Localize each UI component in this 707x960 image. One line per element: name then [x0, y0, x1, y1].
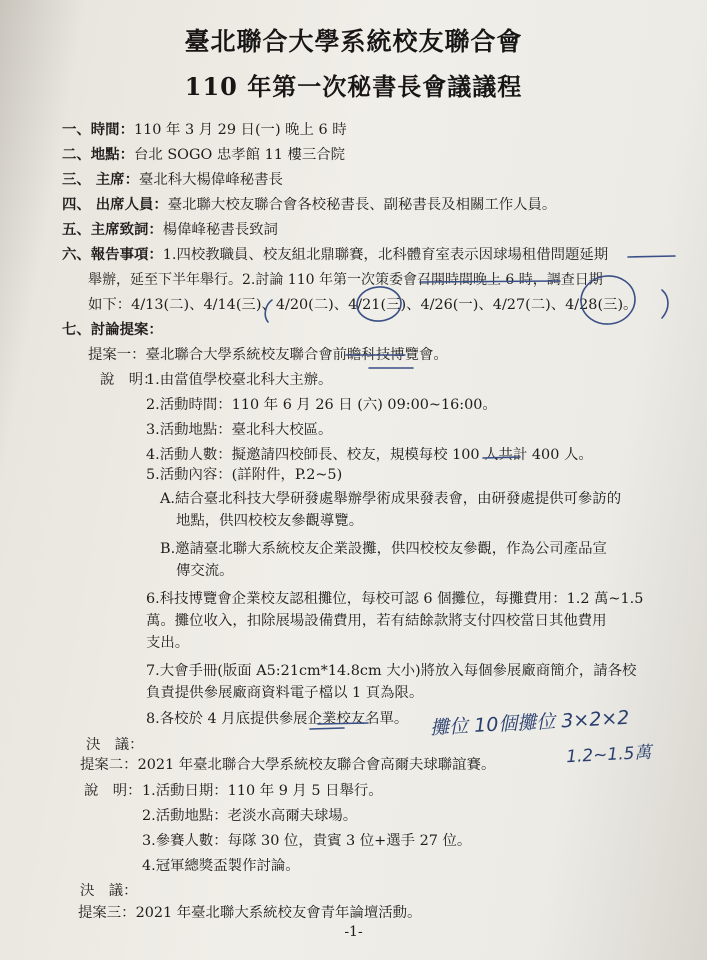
proposal1-item5b: B.邀請臺北聯大系統校友企業設攤，供四校校友參觀，作為公司產品宣: [160, 541, 607, 557]
proposal1-item7-cont: 負責提供參展廠商資料電子檔以 1 頁為限。: [146, 685, 424, 701]
proposal2-desc-label: 說 明：: [84, 783, 142, 799]
proposal1-item6-cont1: 萬。攤位收入，扣除展場設備費用，若有結餘款將支付四校當日其他費用: [146, 613, 607, 629]
proposal1-item3: 3.活動地點：臺北科大校區。: [146, 422, 333, 438]
proposal1-item2: 2.活動時間：110 年 6 月 26 日 (六) 09:00~16:00。: [146, 397, 497, 413]
section-reports-line3: 如下：4/13(二)、4/14(三)、4/20(二)、4/21(三)、4/26(一)、4/27(二)、4/28(三)。: [88, 297, 638, 313]
curl-mark: [662, 290, 668, 318]
document-title: 臺北聯合大學系統校友聯合會: [184, 27, 523, 56]
proposal1-item4: 4.活動人數：擬邀請四校師長、校友，規模每校 100 人共計 400 人。: [146, 447, 593, 463]
proposal1-item6-cont2: 支出。: [146, 635, 190, 651]
document-subtitle: 110 年第一次秘書長會議議程: [184, 72, 523, 101]
proposal2-item2: 2.活動地點：老淡水高爾夫球場。: [142, 808, 358, 824]
circle-mark-1: [356, 286, 402, 323]
handwritten-note-2: 1.2~1.5萬: [565, 742, 652, 768]
proposal2-item3: 3.參賽人數：每隊 30 位，貴賓 3 位+選手 27 位。: [142, 833, 472, 849]
underline-alumni-list-2: [310, 728, 344, 729]
proposal1-item5a: A.結合臺北科技大學研發處舉辦學術成果發表會，由研發處提供可參訪的: [160, 491, 622, 507]
handwritten-note-1: 攤位 10個攤位 3×2×2: [429, 706, 630, 740]
curl-mark-2: [265, 300, 272, 322]
section-attendees: 四、 出席人員：臺北聯大校友聯合會各校秘書長、副秘書長及相關工作人員。: [62, 196, 557, 213]
underline-headcount: [483, 457, 520, 458]
proposal1-item5a-cont: 地點，供四校校友參觀導覽。: [176, 513, 364, 529]
underline-extend: [628, 256, 675, 257]
proposal1-desc-label: 說 明：: [100, 372, 158, 388]
proposal1-item5: 5.活動內容：(詳附件，P.2~5): [146, 467, 343, 483]
section-time: 一、時間：110 年 3 月 29 日(一) 晚上 6 時: [62, 121, 347, 138]
proposal1-resolution: 決 議：: [86, 737, 144, 753]
section-chair: 三、 主席：臺北科大楊偉峰秘書長: [62, 171, 283, 188]
proposal2-item1: 1.活動日期：110 年 9 月 5 日舉行。: [142, 783, 383, 799]
proposal1-item7: 7.大會手冊(版面 A5:21cm*14.8cm 大小)將放入每個參展廠商簡介，請各校: [146, 663, 637, 679]
page-number: -1-: [344, 924, 363, 940]
proposal1-item8: 8.各校於 4 月底提供參展企業校友名單。: [146, 711, 409, 727]
proposal1-item1: 1.由當值學校臺北科大主辦。: [146, 372, 333, 388]
proposal1-item5b-cont: 傳交流。: [176, 563, 234, 579]
proposal1-item6: 6.科技博覽會企業校友認租攤位，每校可認 6 個攤位，每攤費用：1.2 萬~1.5: [146, 591, 644, 607]
underline-firstmeeting: [420, 281, 560, 282]
underline-alumni-list: [318, 723, 368, 724]
section-location: 二、地點：台北 SOGO 忠孝館 11 樓三合院: [62, 146, 346, 163]
section-reports-line2: 舉辦，延至下半年舉行。2.討論 110 年第一次策委會召開時間晚上 6 時，調查日期: [88, 272, 603, 288]
section-discussion: 七、討論提案：: [62, 321, 163, 338]
section-reports: 六、報告事項：1.四校教職員、校友組北鼎聯賽，北科體育室表示因球場租借問題延期: [62, 246, 609, 263]
proposal3-title: 提案三：2021 年臺北聯大系統校友會青年論壇活動。: [78, 905, 422, 921]
circle-mark-2: [579, 273, 638, 326]
section-opening-remarks: 五、主席致詞：楊偉峰秘書長致詞: [62, 221, 278, 238]
proposal2-title: 提案二：2021 年臺北聯合大學系統校友聯合會高爾夫球聯誼賽。: [80, 757, 496, 773]
proposal2-item4: 4.冠軍總獎盃製作討論。: [142, 858, 300, 874]
proposal1-title: 提案一：臺北聯合大學系統校友聯合會前瞻科技博覽會。: [88, 347, 448, 363]
proposal2-resolution: 決 議：: [80, 883, 138, 899]
